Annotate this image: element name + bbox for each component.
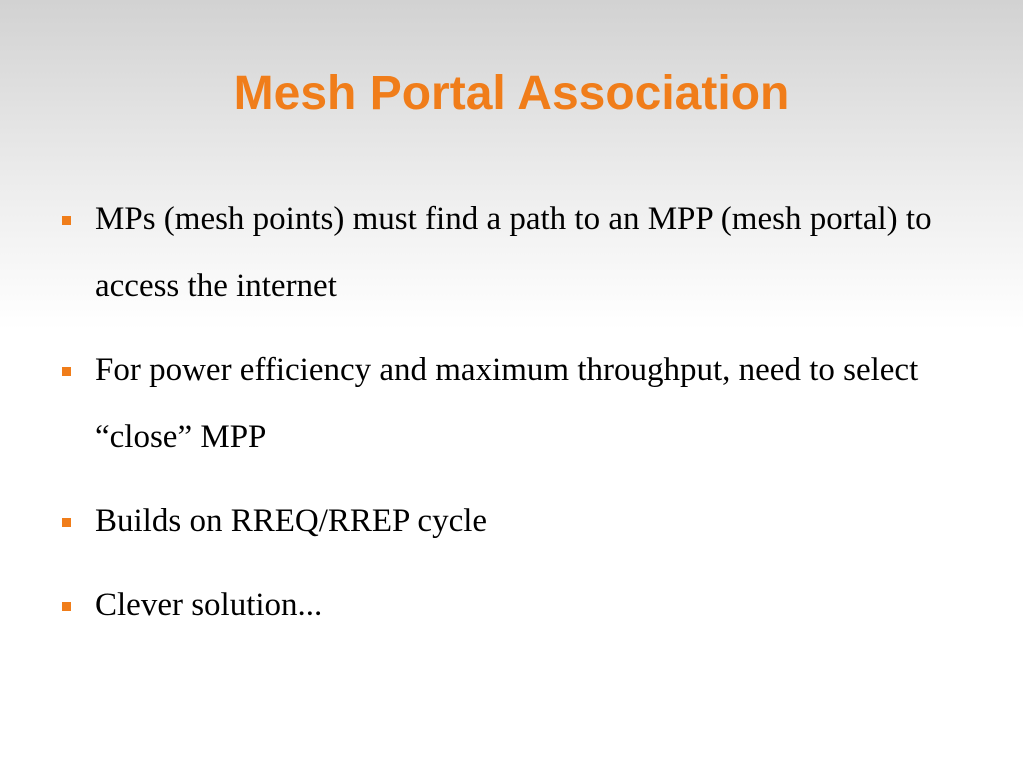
square-bullet-icon [62, 518, 71, 527]
bullet-item [62, 337, 962, 471]
bullet-text: MPs (mesh points) must find a path to an MPP (mesh portal) to access the internet [95, 201, 932, 304]
bullet-item [62, 572, 962, 639]
bullet-text: Clever solution... [95, 587, 323, 623]
square-bullet-icon [62, 216, 71, 225]
square-bullet-icon [62, 367, 71, 376]
bullet-text: For power efficiency and maximum throughput, need to select “close” MPP [95, 352, 919, 455]
bullet-list [62, 186, 962, 656]
bullet-item [62, 186, 962, 320]
slide-title: Mesh Portal Association [233, 67, 790, 120]
bullet-text: Builds on RREQ/RREP cycle [95, 503, 488, 539]
bullet-item [62, 488, 962, 555]
square-bullet-icon [62, 602, 71, 611]
